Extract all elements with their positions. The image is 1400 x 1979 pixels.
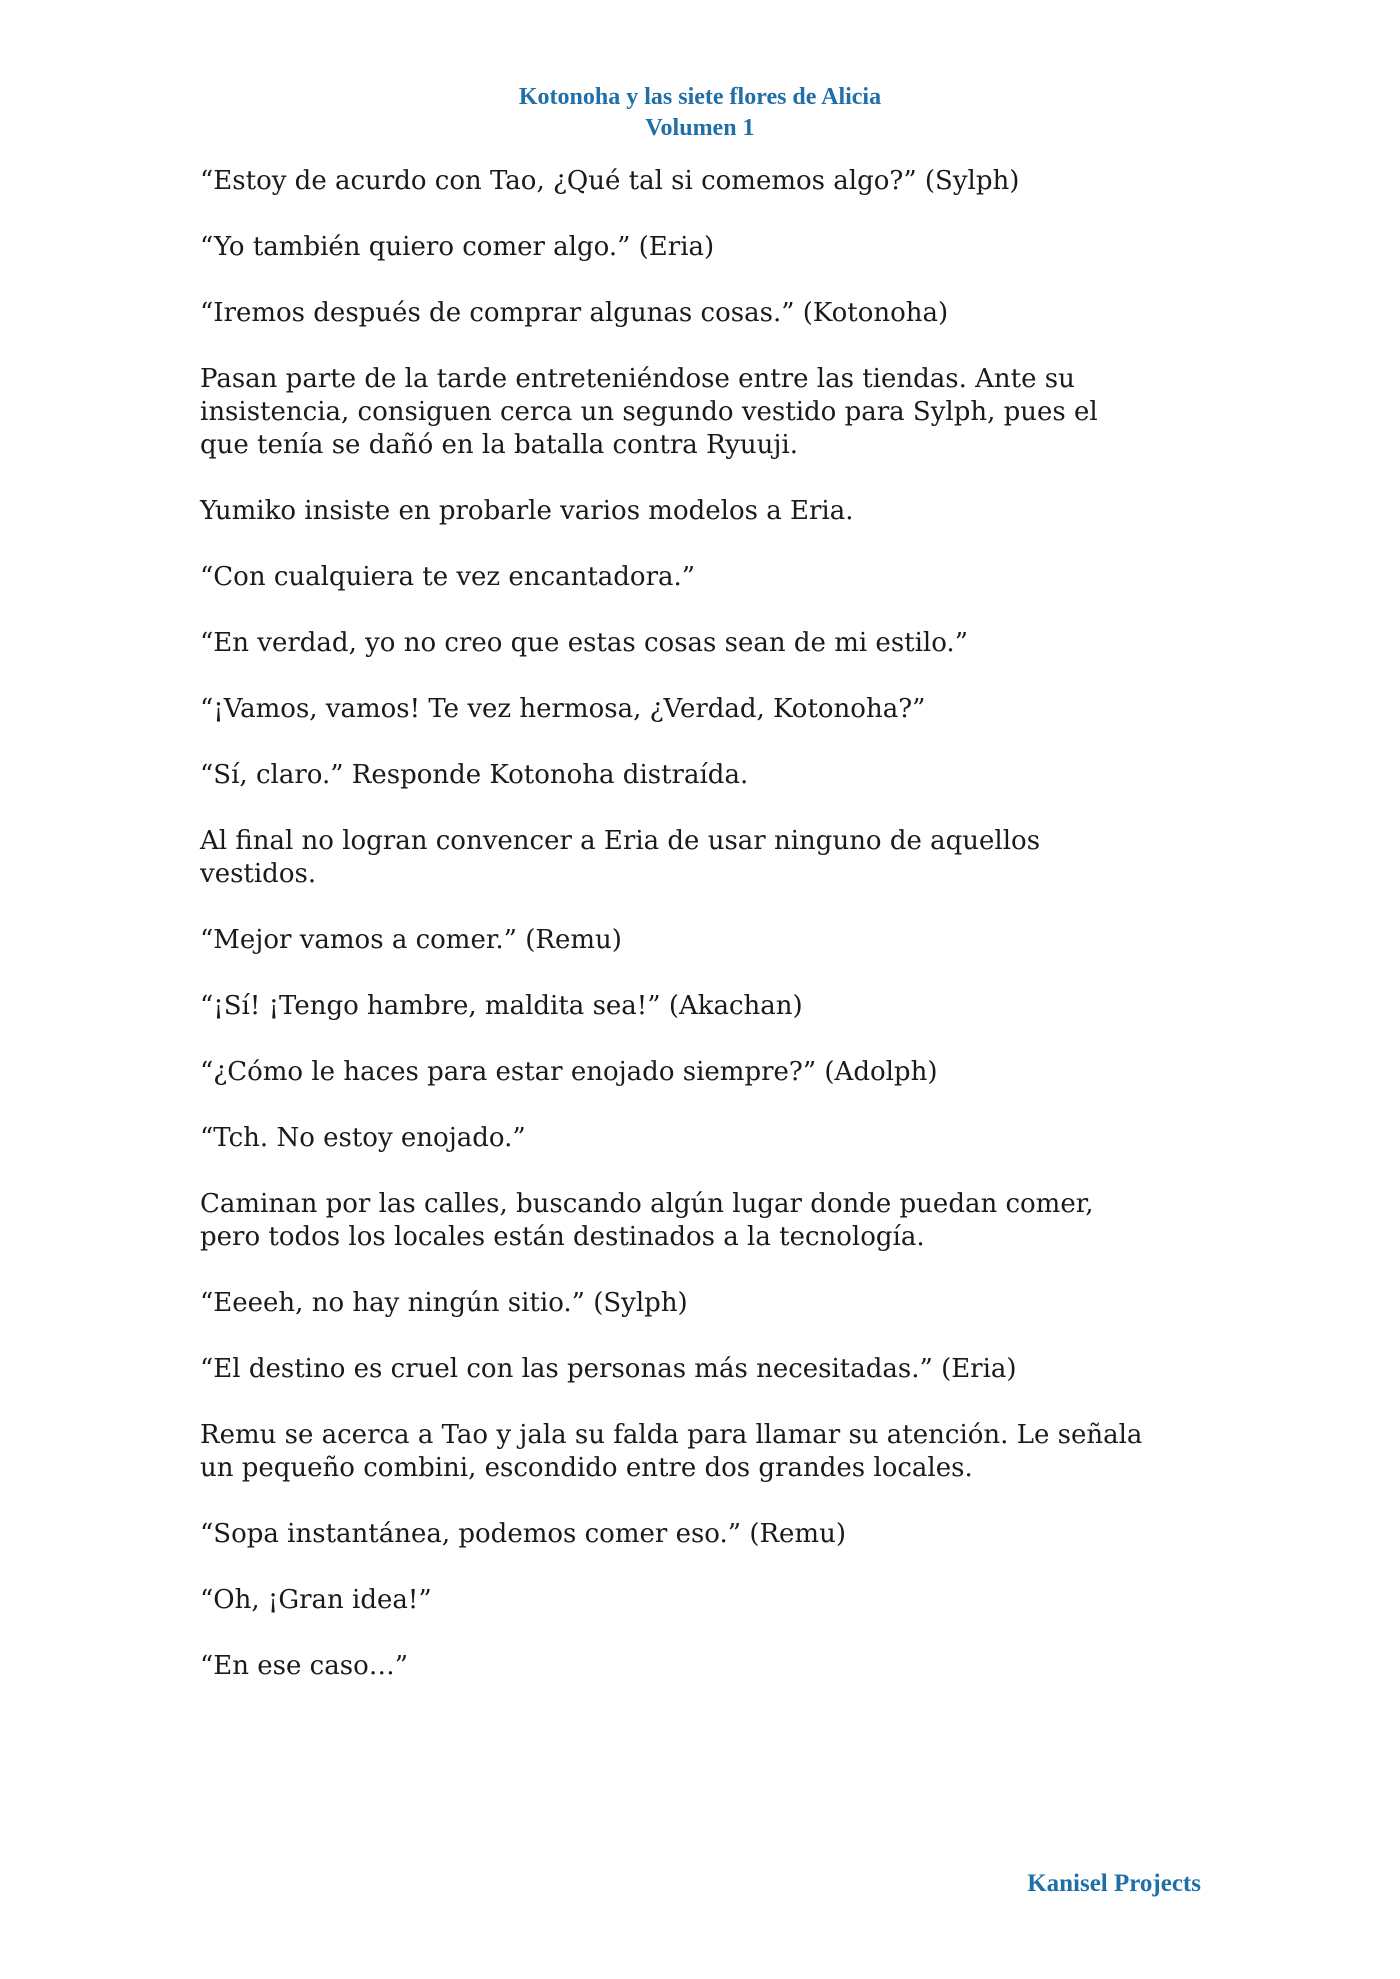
text-line: Yumiko insiste en probarle varios modelos a Eria.: [200, 496, 854, 526]
text-line: “Yo también quiero comer algo.” (Eria): [200, 232, 715, 262]
paragraph: [200, 231, 1200, 264]
text-line: “¿Cómo le haces para estar enojado siempre?” (Adolph): [200, 1057, 938, 1087]
footer-credit: Kanisel Projects: [1027, 1870, 1201, 1897]
text-line: Al final no logran convencer a Eria de usar ninguno de aquellos: [200, 826, 1041, 856]
paragraph: [200, 1287, 1200, 1320]
text-line: “Eeeeh, no hay ningún sitio.” (Sylph): [200, 1288, 688, 1318]
paragraph: [200, 693, 1200, 726]
text-line: “Estoy de acurdo con Tao, ¿Qué tal si comemos algo?” (Sylph): [200, 166, 1020, 196]
text-line: “Con cualquiera te vez encantadora.”: [200, 562, 696, 592]
paragraph: [200, 1584, 1200, 1617]
paragraph: [200, 495, 1200, 528]
volume-label: Volumen 1: [645, 115, 755, 141]
paragraph: [200, 759, 1200, 792]
text-line: Caminan por las calles, buscando algún lugar donde puedan comer,: [200, 1189, 1094, 1219]
text-line: “Sí, claro.” Responde Kotonoha distraída.: [200, 760, 749, 790]
text-line: “¡Sí! ¡Tengo hambre, maldita sea!” (Akachan): [200, 991, 803, 1021]
text-line: “Sopa instantánea, podemos comer eso.” (Remu): [200, 1519, 846, 1549]
text-line: “El destino es cruel con las personas más necesitadas.” (Eria): [200, 1354, 1017, 1384]
text-line: “Oh, ¡Gran idea!”: [200, 1585, 432, 1615]
text-line: “¡Vamos, vamos! Te vez hermosa, ¿Verdad, Kotonoha?”: [200, 694, 926, 724]
text-line: “En ese caso…”: [200, 1651, 409, 1681]
text-line: pero todos los locales están destinados a la tecnología.: [200, 1222, 925, 1252]
text-line: “En verdad, yo no creo que estas cosas sean de mi estilo.”: [200, 628, 968, 658]
text-line: “Tch. No estoy enojado.”: [200, 1123, 526, 1153]
paragraph: [200, 1518, 1200, 1551]
paragraph: [200, 1419, 1200, 1485]
paragraph: [200, 1650, 1200, 1683]
text-line: un pequeño combini, escondido entre dos grandes locales.: [200, 1453, 973, 1483]
paragraph: [200, 1353, 1200, 1386]
paragraph: [200, 297, 1200, 330]
text-line: Remu se acerca a Tao y jala su falda para llamar su atención. Le señala: [200, 1420, 1143, 1450]
text-line: que tenía se dañó en la batalla contra Ryuuji.: [200, 430, 799, 460]
text-line: insistencia, consiguen cerca un segundo vestido para Sylph, pues el: [200, 397, 1098, 427]
page-header: [0, 82, 1400, 144]
text-line: vestidos.: [200, 859, 317, 889]
paragraph: [200, 1188, 1200, 1254]
text-line: “Iremos después de comprar algunas cosas.” (Kotonoha): [200, 298, 949, 328]
book-title: Kotonoha y las siete flores de Alicia: [518, 84, 882, 110]
paragraph: [200, 825, 1200, 891]
paragraph: [200, 561, 1200, 594]
paragraph: [200, 990, 1200, 1023]
paragraph: [200, 1122, 1200, 1155]
paragraph: [200, 924, 1200, 957]
paragraph: [200, 363, 1200, 462]
paragraph: [200, 165, 1200, 198]
body-text: [200, 165, 1200, 1716]
text-line: Pasan parte de la tarde entreteniéndose entre las tiendas. Ante su: [200, 364, 1075, 394]
paragraph: [200, 1056, 1200, 1089]
paragraph: [200, 627, 1200, 660]
text-line: “Mejor vamos a comer.” (Remu): [200, 925, 622, 955]
